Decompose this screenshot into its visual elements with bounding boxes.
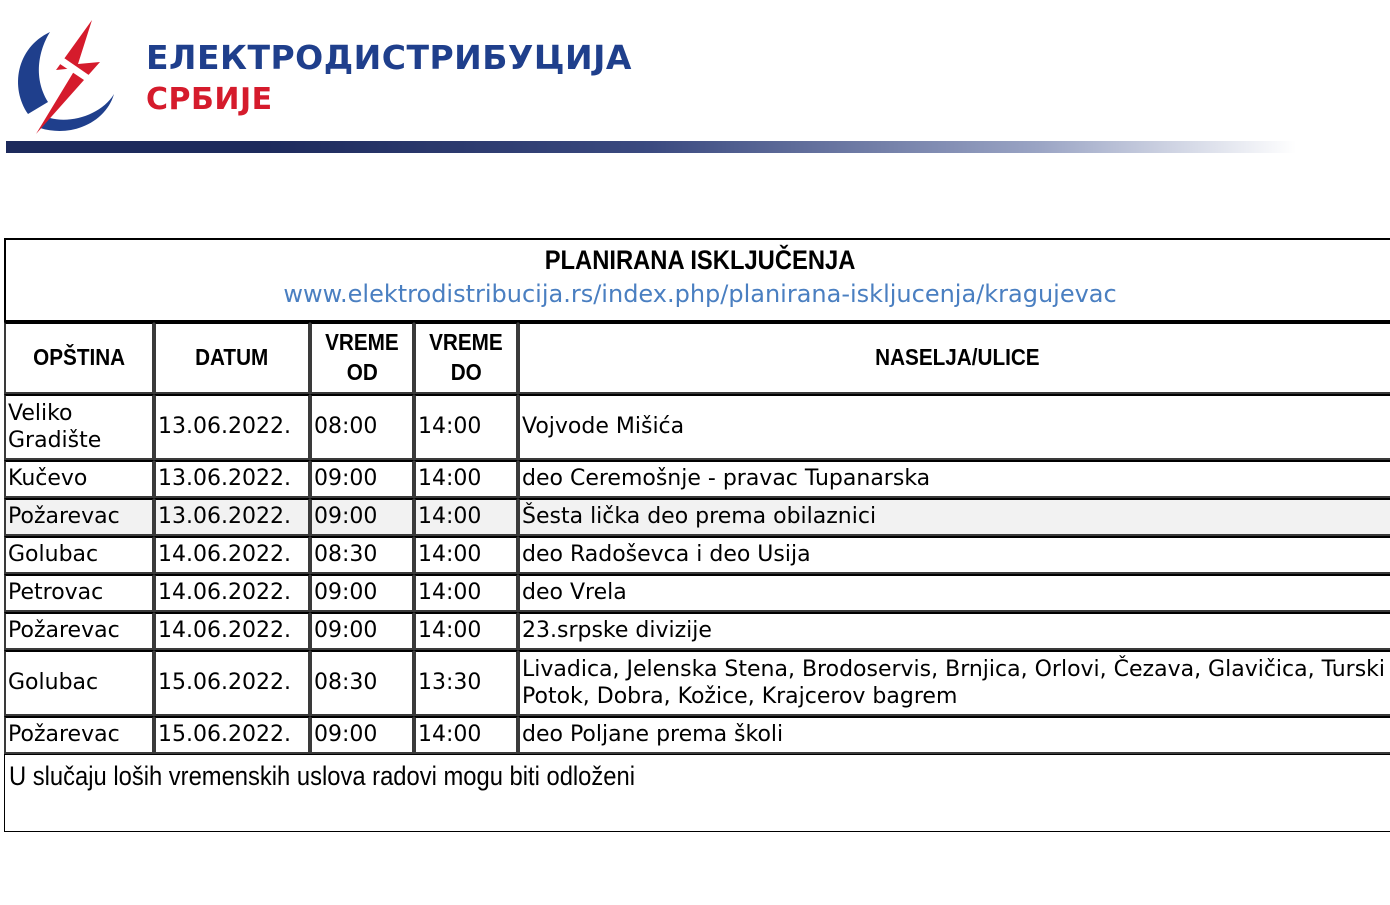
column-header-vreme-do: VREME DO [414, 322, 518, 394]
cell-naselja: Šesta lička deo prema obilaznici [518, 498, 1390, 536]
table-row [4, 460, 1390, 498]
cell-naselja: deo Vrela [518, 574, 1390, 612]
page-header [0, 0, 1390, 160]
brand-name-line2: СРБИЈЕ [146, 82, 273, 117]
cell-datum: 13.06.2022. [154, 498, 310, 536]
header-gradient-bar [6, 141, 1296, 153]
table-title-block [4, 238, 1390, 322]
cell-vreme-od: 08:30 [310, 536, 414, 574]
cell-opstina: Požarevac [4, 716, 154, 754]
cell-vreme-do: 14:00 [414, 716, 518, 754]
cell-datum: 13.06.2022. [154, 460, 310, 498]
table-row [4, 716, 1390, 754]
cell-naselja: deo Ceremošnje - pravac Tupanarska [518, 460, 1390, 498]
column-header-opstina: OPŠTINA [4, 322, 154, 394]
cell-datum: 15.06.2022. [154, 650, 310, 716]
cell-opstina: Golubac [4, 650, 154, 716]
cell-vreme-do: 14:00 [414, 498, 518, 536]
cell-vreme-do: 14:00 [414, 536, 518, 574]
weather-note: U slučaju loših vremenskih uslova radovi mogu biti odloženi [4, 754, 1390, 832]
table-title: PLANIRANA ISKLJUČENJA [544, 245, 856, 275]
eds-lightning-logo-icon [10, 18, 120, 136]
column-header-datum: DATUM [154, 322, 310, 394]
cell-datum: 13.06.2022. [154, 394, 310, 460]
column-header-vreme-od: VREME OD [310, 322, 414, 394]
brand-name-line1: ЕЛЕКТРОДИСТРИБУЦИЈА [146, 38, 632, 77]
cell-opstina: Požarevac [4, 498, 154, 536]
cell-naselja: 23.srpske divizije [518, 612, 1390, 650]
cell-datum: 15.06.2022. [154, 716, 310, 754]
cell-vreme-od: 08:00 [310, 394, 414, 460]
cell-vreme-od: 09:00 [310, 460, 414, 498]
cell-naselja: Vojvode Mišića [518, 394, 1390, 460]
cell-naselja: Livadica, Jelenska Stena, Brodoservis, Brnjica, Orlovi, Čezava, Glavičica, Turski Potok, Dobra, Kožice, Krajcerov bagrem [518, 650, 1390, 716]
outage-schedule-table [4, 238, 1390, 832]
cell-vreme-od: 09:00 [310, 574, 414, 612]
table-row [4, 574, 1390, 612]
cell-vreme-do: 14:00 [414, 394, 518, 460]
cell-opstina: Kučevo [4, 460, 154, 498]
cell-vreme-do: 14:00 [414, 612, 518, 650]
cell-vreme-od: 09:00 [310, 716, 414, 754]
cell-datum: 14.06.2022. [154, 612, 310, 650]
cell-vreme-do: 14:00 [414, 460, 518, 498]
cell-opstina: Požarevac [4, 612, 154, 650]
cell-opstina: Petrovac [4, 574, 154, 612]
cell-opstina: Veliko Gradište [4, 394, 154, 460]
cell-naselja: deo Radoševca i deo Usija [518, 536, 1390, 574]
table-row [4, 394, 1390, 460]
table-row [4, 650, 1390, 716]
table-row [4, 536, 1390, 574]
cell-datum: 14.06.2022. [154, 574, 310, 612]
cell-vreme-do: 14:00 [414, 574, 518, 612]
cell-vreme-od: 09:00 [310, 498, 414, 536]
table-row [4, 612, 1390, 650]
column-header-naselja: NASELJA/ULICE [518, 322, 1390, 394]
cell-vreme-od: 08:30 [310, 650, 414, 716]
cell-datum: 14.06.2022. [154, 536, 310, 574]
source-url[interactable]: www.elektrodistribucija.rs/index.php/planirana-iskljucenja/kragujevac [283, 280, 1117, 308]
cell-opstina: Golubac [4, 536, 154, 574]
cell-vreme-od: 09:00 [310, 612, 414, 650]
table-row [4, 498, 1390, 536]
cell-vreme-do: 13:30 [414, 650, 518, 716]
header-row [4, 322, 1390, 394]
cell-naselja: deo Poljane prema školi [518, 716, 1390, 754]
